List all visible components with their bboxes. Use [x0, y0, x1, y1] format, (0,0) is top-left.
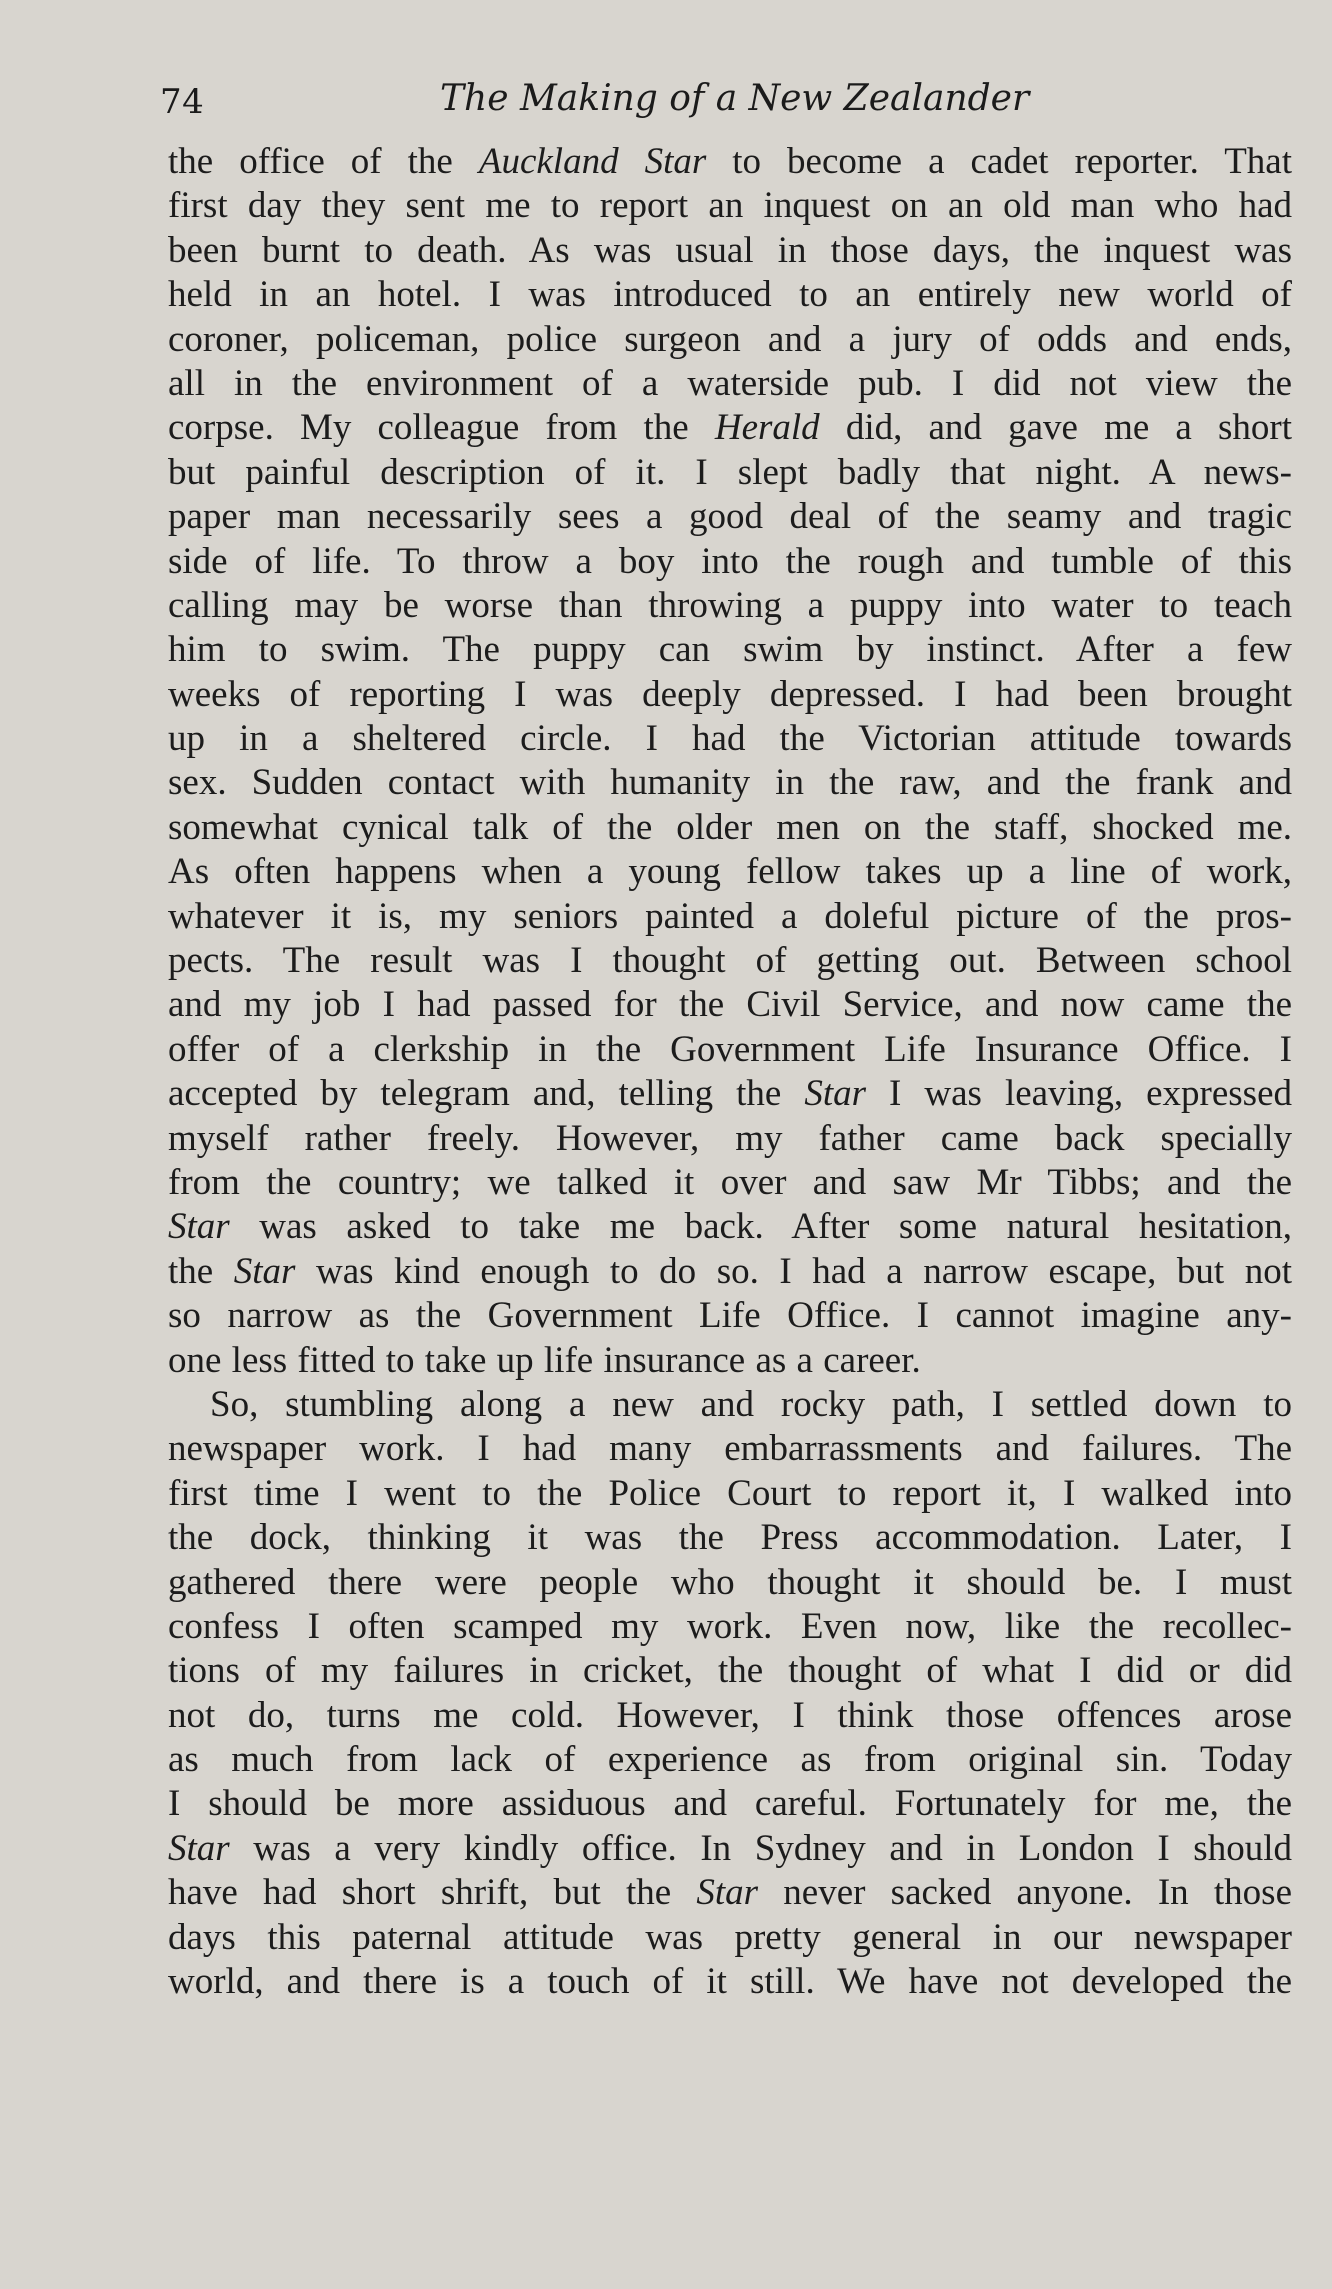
text-segment: him to swim. The puppy can swim by instinct. After a few	[168, 629, 1292, 671]
text-line	[168, 673, 1292, 717]
text-segment: corpse. My colleague from the	[168, 407, 715, 449]
text-line	[168, 1294, 1292, 1338]
text-segment: As often happens when a young fellow takes up a line of work,	[168, 851, 1292, 893]
italic-title: Star	[168, 1206, 230, 1248]
text-segment: first day they sent me to report an inquest on an old man who had	[168, 185, 1292, 227]
text-line	[168, 806, 1292, 850]
text-line	[168, 1827, 1292, 1871]
text-segment: as much from lack of experience as from original sin. Today	[168, 1739, 1292, 1781]
text-line	[168, 1782, 1292, 1826]
text-line	[168, 1072, 1292, 1116]
text-segment: confess I often scamped my work. Even now, like the recollec-	[168, 1605, 1292, 1647]
text-segment: to become a cadet reporter. That	[706, 141, 1293, 182]
text-segment: gathered there were people who thought it should be. I must	[168, 1561, 1292, 1603]
text-segment: world, and there is a touch of it still. We have not developed the	[168, 1961, 1292, 2003]
text-segment: was asked to take me back. After some natural hesitation,	[229, 1206, 1292, 1248]
text-segment: did, and gave me a short	[819, 407, 1292, 449]
text-segment: sex. Sudden contact with humanity in the raw, and the frank and	[168, 762, 1292, 804]
text-segment: but painful description of it. I slept badly that night. A news-	[168, 451, 1292, 493]
text-line	[168, 1960, 1292, 2004]
text-line	[168, 1117, 1292, 1161]
text-line	[168, 939, 1292, 983]
text-line	[168, 1161, 1292, 1205]
text-line	[168, 406, 1292, 450]
text-segment: first time I went to the Police Court to report it, I walked into	[168, 1472, 1292, 1514]
text-segment: So, stumbling along a new and rocky path, I settled down to	[210, 1383, 1292, 1425]
text-line	[168, 1427, 1292, 1471]
text-segment: the dock, thinking it was the Press accommodation. Later, I	[168, 1517, 1292, 1559]
text-segment: days this paternal attitude was pretty general in our newspaper	[168, 1916, 1292, 1958]
text-segment: whatever it is, my seniors painted a doleful picture of the pros-	[168, 895, 1292, 937]
italic-title: Star	[233, 1250, 296, 1292]
text-line	[168, 1028, 1292, 1072]
italic-title: Herald	[714, 407, 820, 449]
text-line	[168, 1383, 1292, 1427]
italic-title: Star	[804, 1073, 867, 1115]
running-title: The Making of a New Zealander	[440, 78, 1030, 119]
text-line	[168, 717, 1292, 761]
text-segment: and my job I had passed for the Civil Service, and now came the	[168, 984, 1292, 1026]
text-line	[168, 495, 1292, 539]
text-line	[168, 628, 1292, 672]
text-segment: not do, turns me cold. However, I think those offences arose	[168, 1694, 1292, 1736]
text-segment: newspaper work. I had many embarrassments and failures. The	[168, 1428, 1292, 1470]
text-line	[168, 273, 1292, 317]
text-line	[168, 1250, 1292, 1294]
page-number: 74	[160, 82, 205, 122]
text-line	[168, 1205, 1292, 1249]
text-line	[168, 1694, 1292, 1738]
text-line	[168, 761, 1292, 805]
text-line	[168, 451, 1292, 495]
text-segment: the	[168, 1250, 234, 1292]
text-line	[168, 318, 1292, 362]
italic-title: Auckland Star	[478, 141, 707, 182]
italic-title: Star	[696, 1872, 759, 1914]
text-line	[168, 1339, 1292, 1383]
body-text	[168, 140, 1292, 2004]
text-segment: from the country; we talked it over and saw Mr Tibbs; and the	[168, 1161, 1292, 1203]
page-header	[160, 74, 1290, 134]
text-segment: been burnt to death. As was usual in those days, the inquest was	[168, 229, 1292, 271]
text-line	[168, 362, 1292, 406]
text-line	[168, 1605, 1292, 1649]
italic-title: Star	[168, 1827, 230, 1869]
text-segment: was a very kindly office. In Sydney and in London I should	[229, 1827, 1292, 1869]
text-line	[168, 1561, 1292, 1605]
text-segment: held in an hotel. I was introduced to an entirely new world of	[168, 274, 1292, 316]
text-line	[168, 540, 1292, 584]
text-line	[168, 1916, 1292, 1960]
text-segment: somewhat cynical talk of the older men on the staff, shocked me.	[168, 806, 1292, 848]
text-line	[168, 184, 1292, 228]
text-line	[168, 1649, 1292, 1693]
text-line	[168, 895, 1292, 939]
text-line	[168, 1871, 1292, 1915]
text-segment: coroner, policeman, police surgeon and a jury of odds and ends,	[168, 318, 1292, 360]
text-segment: I was leaving, expressed	[866, 1073, 1292, 1115]
text-segment: myself rather freely. However, my father came back specially	[168, 1117, 1292, 1159]
text-line	[168, 229, 1292, 273]
text-segment: paper man necessarily sees a good deal of the seamy and tragic	[168, 496, 1292, 538]
text-segment: never sacked anyone. In those	[758, 1872, 1292, 1914]
text-segment: weeks of reporting I was deeply depressed. I had been brought	[168, 673, 1292, 715]
text-segment: all in the environment of a waterside pub. I did not view the	[168, 362, 1292, 404]
text-segment: one less fitted to take up life insurance as a career.	[168, 1339, 921, 1381]
text-segment: pects. The result was I thought of getting out. Between school	[168, 940, 1292, 982]
text-segment: calling may be worse than throwing a puppy into water to teach	[168, 584, 1292, 626]
text-segment: accepted by telegram and, telling the	[168, 1073, 805, 1115]
text-segment: offer of a clerkship in the Government Life Insurance Office. I	[168, 1028, 1292, 1070]
text-segment: side of life. To throw a boy into the rough and tumble of this	[168, 540, 1292, 582]
text-line	[168, 140, 1292, 184]
text-segment: up in a sheltered circle. I had the Victorian attitude towards	[168, 718, 1292, 760]
text-segment: have had short shrift, but the	[168, 1872, 697, 1914]
text-line	[168, 584, 1292, 628]
text-segment: so narrow as the Government Life Office. I cannot imagine any-	[168, 1295, 1292, 1337]
text-segment: tions of my failures in cricket, the thought of what I did or did	[168, 1650, 1292, 1692]
text-segment: was kind enough to do so. I had a narrow escape, but not	[295, 1250, 1292, 1292]
text-segment: the office of the	[168, 141, 479, 182]
text-segment: I should be more assiduous and careful. Fortunately for me, the	[168, 1783, 1292, 1825]
text-line	[168, 850, 1292, 894]
text-line	[168, 1738, 1292, 1782]
text-line	[168, 1516, 1292, 1560]
text-line	[168, 1472, 1292, 1516]
text-line	[168, 983, 1292, 1027]
